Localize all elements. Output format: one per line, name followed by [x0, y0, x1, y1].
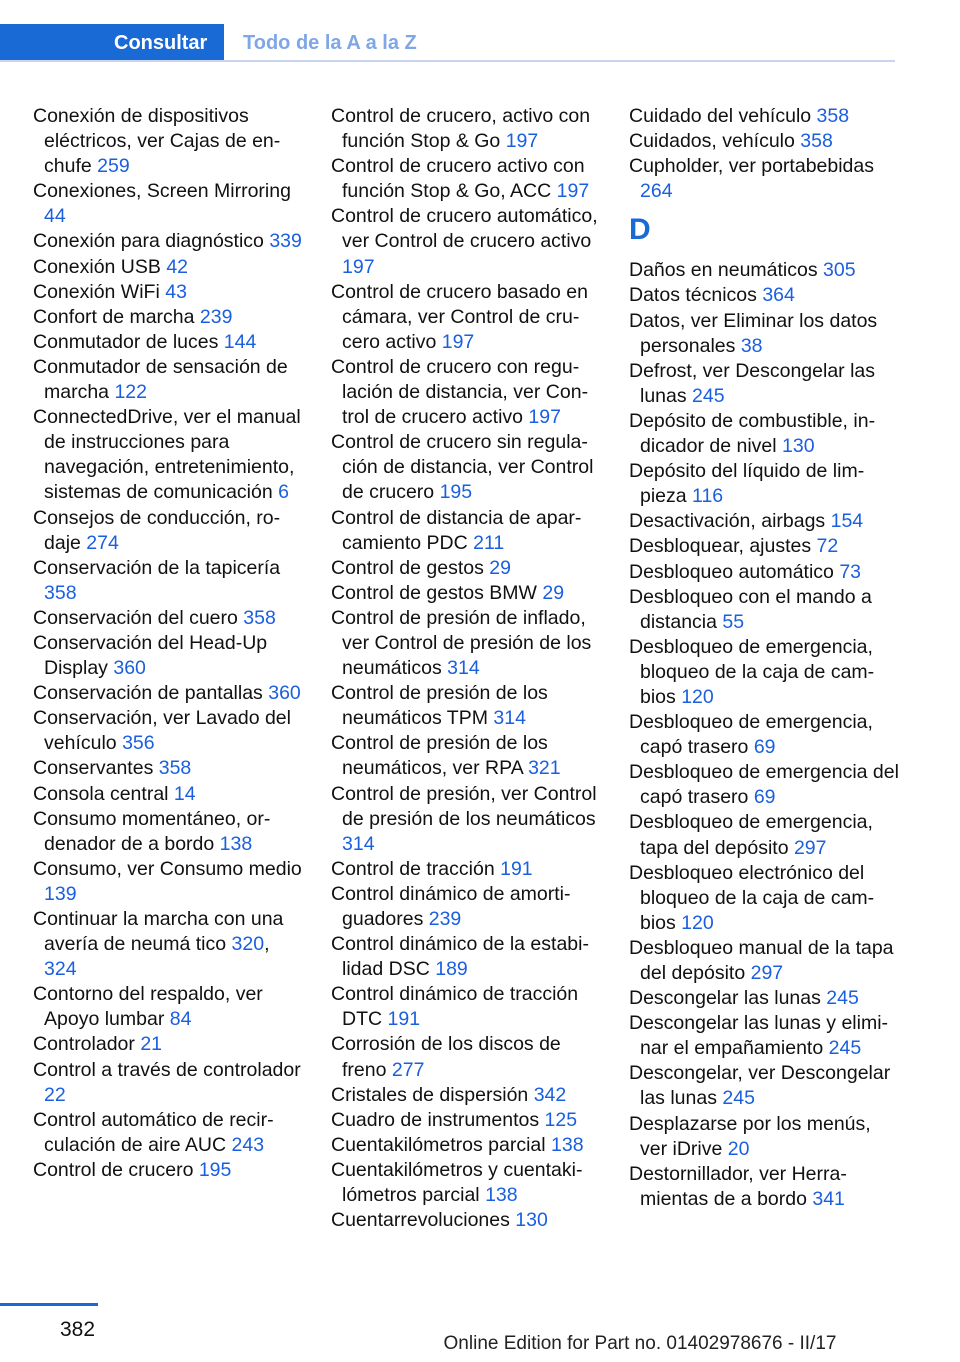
page-link[interactable]: 243 — [231, 1133, 265, 1156]
index-entry — [331, 1083, 601, 1108]
index-entry-text: Control a través de controlador — [33, 1058, 301, 1081]
page-link[interactable]: 314 — [493, 707, 526, 730]
page-link[interactable]: 191 — [500, 857, 533, 880]
page-link[interactable]: 245 — [722, 1087, 755, 1110]
index-entry-text: Consumo momentáneo, ordenador de a bordo — [33, 807, 271, 855]
index-entry-text: Control de crucero basado en cámara, ver Control de crucero activo — [331, 280, 588, 353]
page-link[interactable]: 130 — [782, 435, 815, 458]
index-entry — [629, 810, 899, 860]
page-link[interactable]: 324 — [44, 958, 77, 981]
index-entry — [331, 506, 601, 556]
index-entry — [629, 154, 899, 204]
index-entry — [33, 907, 303, 982]
page-link[interactable]: 122 — [114, 381, 147, 404]
page-link[interactable]: 84 — [169, 1008, 192, 1031]
page-link[interactable]: 69 — [753, 786, 776, 809]
page-link[interactable]: 55 — [722, 610, 745, 633]
index-entry-text: Datos, ver Eliminar los datos personales — [629, 309, 878, 357]
page-link[interactable]: 154 — [830, 510, 864, 533]
page-link[interactable]: 320 — [231, 933, 265, 956]
index-entry — [629, 104, 899, 129]
index-entry-text: Conexión USB — [33, 255, 167, 278]
page-link[interactable]: 42 — [166, 255, 189, 278]
index-entry — [331, 355, 601, 430]
index-entry — [331, 681, 601, 731]
page-link[interactable]: 314 — [342, 832, 375, 855]
index-entry — [33, 1032, 303, 1057]
index-entry-text: Desbloqueo de emergencia del capó trasero — [629, 761, 899, 809]
page-link[interactable]: 138 — [551, 1133, 584, 1156]
page-link[interactable]: 358 — [800, 130, 833, 153]
index-entry-text: Desbloquear, ajustes — [629, 535, 817, 558]
index-entry — [33, 756, 303, 781]
index-entry-text: Cuentarrevoluciones — [331, 1209, 516, 1232]
index-entry-text: Control dinámico de amortiguadores — [331, 882, 571, 930]
index-entry — [629, 1011, 899, 1061]
index-entry-text: Cuentakilómetros y cuentakilómetros parcial — [331, 1158, 583, 1207]
index-entry-text: Consola central — [33, 782, 174, 805]
index-entry-text: Datos técnicos — [629, 284, 763, 307]
index-entry — [629, 509, 899, 534]
index-entry-text: Conservación del Head-Up Display — [33, 631, 268, 680]
page-link[interactable]: 342 — [533, 1083, 567, 1106]
index-entry — [33, 857, 303, 907]
page-link[interactable]: 245 — [828, 1037, 862, 1060]
page-link[interactable]: 356 — [122, 732, 155, 755]
page-link[interactable]: 197 — [556, 180, 590, 203]
index-entry-text: Desactivación, airbags — [629, 510, 831, 533]
index-column-2 — [331, 104, 601, 1233]
index-entry-text: Conexión WiFi — [33, 280, 166, 303]
index-entry — [331, 1158, 601, 1208]
page-link[interactable]: 29 — [542, 581, 565, 604]
index-entry-text: Conservantes — [33, 757, 159, 780]
index-entry-text: Defrost, ver Descongelar las lunas — [629, 359, 876, 407]
tab-todo-de-la-a-a-la-z[interactable]: Todo de la A a la Z — [243, 32, 417, 54]
page-link[interactable]: 29 — [489, 556, 511, 579]
index-entry-text: Depósito de combustible, indicador de nivel — [629, 409, 876, 458]
page-link[interactable]: 197 — [342, 255, 375, 278]
footer-rule — [0, 1303, 98, 1306]
edition-note: Online Edition for Part no. 01402978676 - II/17 — [443, 1333, 837, 1354]
index-entry-text: Control de gestos BMW — [331, 581, 543, 604]
index-entry — [331, 857, 601, 882]
index-entry-text: Control de presión de los neumáticos, ver RPA — [331, 732, 548, 780]
index-entry-text: Desbloqueo electrónico del bloqueo de la caja de cambios — [629, 861, 875, 934]
index-entry-text: Conmutador de sensación de marcha — [33, 355, 288, 404]
page-link[interactable]: 130 — [515, 1209, 548, 1232]
page-link[interactable]: 197 — [528, 406, 561, 429]
page-link[interactable]: 277 — [391, 1058, 425, 1081]
page-link[interactable]: 120 — [681, 911, 714, 934]
page-link[interactable]: 195 — [198, 1158, 232, 1181]
page-link[interactable]: 314 — [447, 657, 480, 680]
page-link[interactable]: 274 — [86, 531, 119, 554]
index-entry — [331, 882, 601, 932]
index-entry — [629, 585, 899, 635]
page-link[interactable]: 358 — [158, 757, 192, 780]
index-entry — [33, 606, 303, 631]
index-entry-text: Confort de marcha — [33, 305, 200, 328]
index-entry — [629, 129, 899, 154]
index-entry-text: Desbloqueo de emergencia, capó trasero — [629, 711, 873, 759]
index-entry — [629, 986, 899, 1011]
index-entry — [629, 359, 899, 409]
index-entry — [33, 807, 303, 857]
index-letter-heading: D — [629, 213, 651, 247]
index-entry-text: Desbloqueo manual de la tapa del depósito — [629, 936, 894, 984]
index-entry — [331, 204, 601, 279]
index-entry-text: Controlador — [33, 1033, 141, 1056]
index-entry-text: Conservación de la tapicería — [33, 556, 281, 579]
page-link[interactable]: 125 — [544, 1108, 578, 1131]
index-entry-text: Cuidado del vehículo — [629, 105, 817, 127]
index-entry — [33, 104, 303, 179]
index-entry-text: Corrosión de los discos de freno — [331, 1033, 561, 1081]
page-link[interactable]: 321 — [528, 757, 561, 780]
index-entry — [331, 430, 601, 505]
index-entry — [33, 1108, 303, 1158]
index-entry-text: Control de crucero automático, ver Control de crucero activo — [331, 205, 598, 253]
index-entry-text: Conservación del cuero — [33, 606, 244, 629]
index-entry — [331, 154, 601, 204]
header-tab-bar — [0, 24, 895, 62]
index-entry-text: Control de distancia de aparcamiento PDC — [331, 506, 582, 554]
page-link[interactable]: 14 — [173, 782, 196, 805]
index-entry-text: Control de presión, ver Control de presión de los neumáticos — [331, 782, 597, 830]
index-entry — [331, 932, 601, 982]
index-entry-text: Consejos de conducción, rodaje — [33, 506, 281, 554]
index-entry-text: Control automático de recirculación de aire AUC — [33, 1108, 274, 1156]
index-entry-text: Conservación de pantallas — [33, 682, 269, 705]
page-link[interactable]: 358 — [816, 105, 850, 127]
index-entry-text: Continuar la marcha con una avería de neumá tico — [33, 908, 284, 956]
page-link[interactable]: 360 — [268, 682, 301, 705]
index-entry — [33, 330, 303, 355]
index-entry-text: Desbloqueo de emergencia, bloqueo de la caja de cambios — [629, 635, 875, 708]
index-entry-text: Control de presión de los neumáticos TPM — [331, 682, 548, 730]
index-entry — [33, 255, 303, 280]
index-entry-text: Conexiones, Screen Mirroring — [33, 180, 291, 203]
index-entry — [629, 760, 899, 810]
index-entry-text: Cristales de dispersión — [331, 1083, 534, 1106]
index-entry-text: Descongelar las lunas y eliminar el empañamiento — [629, 1012, 889, 1060]
page-link[interactable]: 360 — [113, 657, 146, 680]
page-link[interactable]: 264 — [640, 180, 673, 203]
index-entry-text: Conmutador de luces — [33, 330, 224, 353]
index-entry-text: Descongelar las lunas — [629, 987, 827, 1010]
index-entry — [33, 1158, 303, 1183]
page-link[interactable]: 297 — [793, 836, 827, 859]
index-entry — [629, 309, 899, 359]
tab-underline — [0, 60, 895, 62]
page-link[interactable]: 239 — [428, 908, 462, 930]
index-entry — [331, 581, 601, 606]
index-entry — [33, 305, 303, 330]
index-entry-text: Desplazarse por los menús, ver iDrive — [629, 1112, 871, 1160]
page-link[interactable]: 73 — [839, 560, 862, 583]
index-entry — [33, 706, 303, 756]
index-entry — [33, 179, 303, 229]
index-entry — [33, 229, 303, 254]
page-link[interactable]: 197 — [441, 330, 475, 353]
index-entry-text: Cupholder, ver portabebidas — [629, 155, 874, 178]
page-link[interactable]: 245 — [826, 987, 859, 1010]
index-entry — [331, 1133, 601, 1158]
index-entry-text: Control de crucero, activo con función Stop & Go — [331, 105, 591, 153]
page-link[interactable]: 21 — [140, 1033, 163, 1056]
index-entry — [331, 982, 601, 1032]
index-entry — [331, 606, 601, 681]
index-entry-text: Control dinámico de la estabilidad DSC — [331, 933, 589, 981]
index-entry — [33, 280, 303, 305]
page-link[interactable]: 138 — [485, 1184, 518, 1207]
index-entry-text: Conexión de dispositivos eléctricos, ver Cajas de enchufe — [33, 105, 281, 178]
index-entry-text: Daños en neumáticos — [629, 259, 824, 282]
index-entry-text: Depósito del líquido de limpieza — [629, 460, 865, 508]
page-link[interactable]: 72 — [816, 535, 839, 558]
index-entry — [629, 409, 899, 459]
index-entry-text: Control de tracción — [331, 857, 501, 880]
page-link[interactable]: 195 — [439, 481, 473, 504]
index-entry-text: Cuentakilómetros parcial — [331, 1133, 552, 1156]
index-entry — [331, 556, 601, 581]
index-column-3 — [629, 104, 899, 1212]
page-link[interactable]: 341 — [812, 1187, 845, 1210]
page-link[interactable]: 259 — [97, 155, 130, 178]
index-column-1 — [33, 104, 303, 1183]
page-link[interactable]: 191 — [387, 1008, 421, 1031]
index-entry-text: Conservación, ver Lavado del vehículo — [33, 707, 291, 755]
index-entry — [331, 104, 601, 154]
page-link[interactable]: 44 — [44, 205, 66, 228]
page-link[interactable]: 245 — [692, 384, 725, 407]
page-link[interactable]: 189 — [435, 958, 468, 981]
page-number: 382 — [60, 1318, 96, 1341]
index-entry — [629, 258, 899, 283]
index-entry — [629, 534, 899, 559]
page-link[interactable]: 144 — [223, 330, 257, 353]
page-link[interactable]: 305 — [823, 259, 856, 282]
page-link[interactable]: 43 — [165, 280, 187, 303]
page-link[interactable]: 120 — [681, 685, 714, 708]
index-entry — [629, 1061, 899, 1111]
page-link[interactable]: 211 — [473, 531, 505, 554]
page-link[interactable]: 358 — [44, 581, 77, 604]
index-entry — [33, 681, 303, 706]
page-link[interactable]: 364 — [762, 284, 795, 307]
index-entry — [629, 635, 899, 710]
page-link[interactable]: 38 — [740, 334, 763, 357]
page-link[interactable]: 239 — [199, 305, 233, 328]
index-entry — [33, 405, 303, 505]
page-link[interactable]: 339 — [269, 230, 302, 253]
index-entry — [33, 1058, 303, 1108]
index-entry — [629, 560, 899, 585]
page-link[interactable]: 297 — [750, 962, 784, 984]
index-entry — [33, 982, 303, 1032]
page-link[interactable]: 20 — [727, 1137, 750, 1160]
index-entry — [629, 861, 899, 936]
index-entry — [331, 280, 601, 355]
page-link[interactable]: 139 — [44, 882, 77, 905]
index-entry-text: Control de crucero — [33, 1158, 199, 1181]
index-entry-text: Conexión para diagnóstico — [33, 230, 270, 253]
index-entry — [33, 782, 303, 807]
index-entry-text: Control de gestos — [331, 556, 490, 579]
page-link[interactable]: 22 — [44, 1083, 66, 1106]
page-link[interactable]: 197 — [505, 130, 539, 153]
index-entry-text: Cuidados, vehículo — [629, 130, 801, 153]
index-entry — [629, 283, 899, 308]
index-entry-text: Control dinámico de tracción DTC — [331, 983, 579, 1031]
index-entry-text: Control de crucero sin regulación de distancia, ver Control de crucero — [331, 431, 594, 504]
page-link[interactable]: 116 — [692, 485, 724, 508]
index-entry-text: Control de crucero activo con función Stop & Go, ACC — [331, 155, 585, 203]
index-entry — [331, 1208, 601, 1233]
index-entry-text: Control de presión de inflado, ver Control de presión de los neumáticos — [331, 606, 592, 680]
index-entry-text: Control de crucero con regulación de distancia, ver Control de crucero activo — [331, 355, 589, 429]
index-entry-text: Cuadro de instrumentos — [331, 1108, 545, 1131]
index-entry-text: Desbloqueo con el mando a distancia — [629, 585, 872, 633]
index-entry — [33, 355, 303, 405]
index-entry — [331, 782, 601, 857]
index-entry — [331, 1032, 601, 1082]
index-entry — [629, 710, 899, 760]
tab-consultar[interactable]: Consultar — [0, 24, 224, 62]
index-entry-text: Descongelar, ver Descongelar las lunas — [629, 1062, 891, 1110]
index-entry — [629, 459, 899, 509]
index-entry-text: ConnectedDrive, ver el manual de instrucciones para navegación, entretenimiento, sistemas de comunicación — [33, 406, 301, 504]
index-entry-text: Contorno del respaldo, ver Apoyo lumbar — [33, 983, 263, 1031]
index-entry-text: Desbloqueo de emergencia, tapa del depósito — [629, 811, 873, 859]
index-entry — [331, 731, 601, 781]
index-entry — [33, 556, 303, 606]
index-entry — [629, 1112, 899, 1162]
index-entry — [33, 506, 303, 556]
index-entry — [629, 936, 899, 986]
page-link[interactable]: 358 — [243, 606, 276, 629]
index-entry — [33, 631, 303, 681]
index-entry-text: Consumo, ver Consumo medio — [33, 857, 302, 880]
index-entry — [331, 1108, 601, 1133]
index-entry — [629, 1162, 899, 1212]
index-entry-text: Desbloqueo automático — [629, 560, 840, 583]
index-entry-text: Destornillador, ver Herramientas de a bordo — [629, 1162, 847, 1210]
page-separator: , — [264, 933, 270, 956]
page-link[interactable]: 138 — [219, 832, 253, 855]
page-link[interactable]: 69 — [753, 736, 776, 759]
page-link[interactable]: 6 — [278, 481, 289, 504]
